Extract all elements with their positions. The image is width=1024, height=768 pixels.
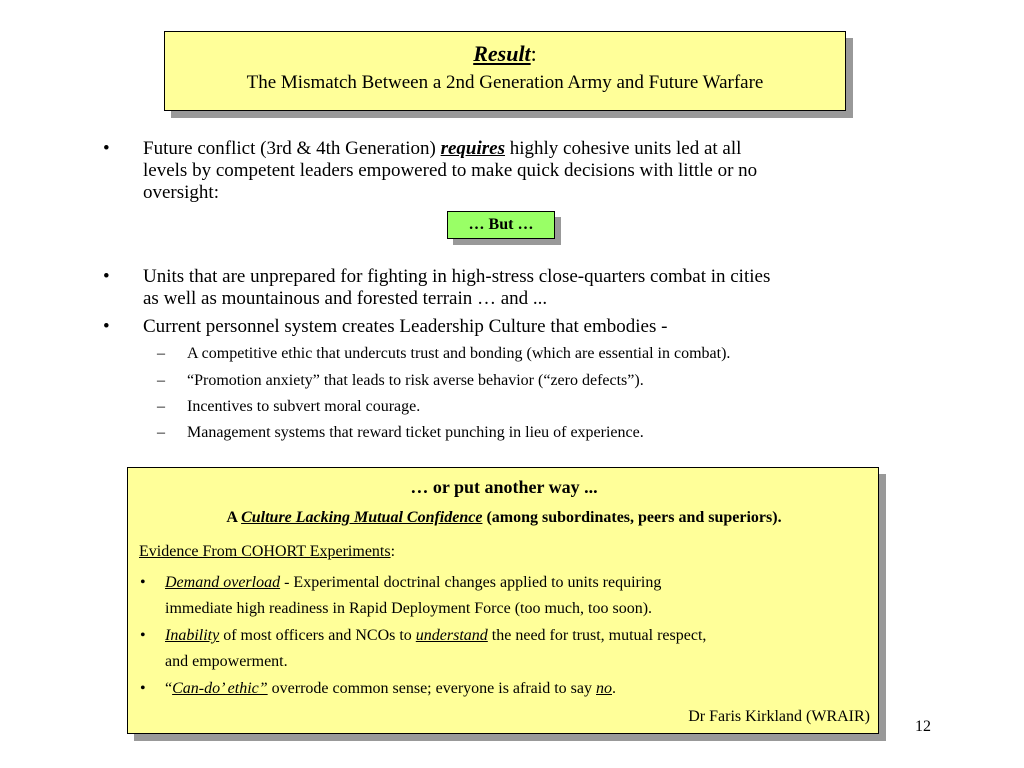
bullet-3-text: Current personnel system creates Leadership Culture that embodies - [143, 316, 668, 337]
requires-emphasis: requires [440, 138, 505, 159]
bullet-1-pre: Future conflict (3rd & 4th Generation) [143, 138, 441, 159]
evidence-item-1-line-2: immediate high readiness in Rapid Deployment Force (too much, too soon). [165, 600, 653, 617]
dash-marker: – [157, 345, 165, 362]
sub-item [157, 371, 917, 391]
dash-marker: – [157, 398, 165, 415]
sub-item [157, 423, 917, 443]
bullet-item-3 [103, 316, 923, 338]
bullet-1-line-1 [143, 138, 741, 160]
box-line2-pre: A [226, 509, 242, 526]
bullet-marker: • [140, 627, 146, 644]
evidence-item-1 [128, 574, 880, 622]
box-line2-post: (among subordinates, peers and superiors). [482, 509, 782, 526]
sub-item-text: Management systems that reward ticket punching in lieu of experience. [187, 424, 644, 441]
evidence-item-3 [128, 680, 880, 702]
inability-link: Inability [165, 627, 220, 644]
no-link: no [596, 680, 612, 697]
evidence-label-text: Evidence From COHORT Experiments [139, 543, 391, 560]
dash-marker: – [157, 372, 165, 389]
bullet-1-line-3: oversight: [143, 182, 219, 203]
evidence-item-3-line-1 [165, 680, 616, 698]
item1-rest: - Experimental doctrinal changes applied to units requiring [280, 574, 662, 591]
bullet-marker: • [103, 138, 110, 159]
bullet-2-line-1: Units that are unprepared for fighting in high-stress close-quarters combat in cities [143, 266, 771, 287]
open-quote: “ [165, 680, 173, 697]
but-callout: … But … [447, 211, 555, 239]
item2-rest: the need for trust, mutual respect, [487, 627, 707, 644]
bullet-1-line-2: levels by competent leaders empowered to make quick decisions with little or no [143, 160, 758, 181]
item3-rest: overrode common sense; everyone is afraid to say [267, 680, 596, 697]
bullet-item-2 [103, 266, 923, 310]
slide-title [165, 41, 845, 67]
evidence-box [127, 467, 879, 734]
sub-item [157, 344, 917, 364]
item2-mid: of most officers and NCOs to [219, 627, 416, 644]
slide-subtitle: The Mismatch Between a 2nd Generation Army and Future Warfare [246, 72, 764, 93]
sub-item-text: “Promotion anxiety” that leads to risk averse behavior (“zero defects”). [187, 372, 644, 389]
evidence-item-2-line-1 [165, 627, 706, 645]
evidence-label [139, 543, 869, 561]
page-number: 12 [915, 718, 931, 735]
sub-item [157, 397, 917, 417]
bullet-marker: • [103, 316, 110, 337]
bullet-item-1 [103, 138, 923, 204]
title-heading: Result [473, 41, 531, 66]
attribution: Dr Faris Kirkland (WRAIR) [688, 708, 870, 725]
dash-marker: – [157, 424, 165, 441]
box-subheading [128, 509, 880, 527]
item3-end: . [612, 680, 616, 697]
bullet-marker: • [103, 266, 110, 287]
understand-link: understand [415, 627, 488, 644]
can-do-ethic-link: Can-do’ ethic” [172, 680, 268, 697]
bullet-marker: • [140, 574, 146, 591]
title-box [164, 31, 846, 111]
bullet-marker: • [140, 680, 146, 697]
sub-item-text: A competitive ethic that undercuts trust and bonding (which are essential in combat). [187, 345, 731, 362]
evidence-item-2-line-2: and empowerment. [165, 653, 288, 670]
demand-overload-link: Demand overload [165, 574, 281, 591]
evidence-item-1-line-1 [165, 574, 661, 592]
box-heading: … or put another way ... [410, 477, 598, 497]
title-colon: : [530, 41, 537, 66]
bullet-1-post: highly cohesive units led at all [505, 138, 742, 159]
evidence-item-2 [128, 627, 880, 675]
culture-lacking-link: Culture Lacking Mutual Confidence [241, 509, 483, 526]
evidence-colon: : [390, 543, 396, 560]
bullet-2-line-2: as well as mountainous and forested terrain … and ... [143, 288, 548, 309]
sub-item-text: Incentives to subvert moral courage. [187, 398, 421, 415]
